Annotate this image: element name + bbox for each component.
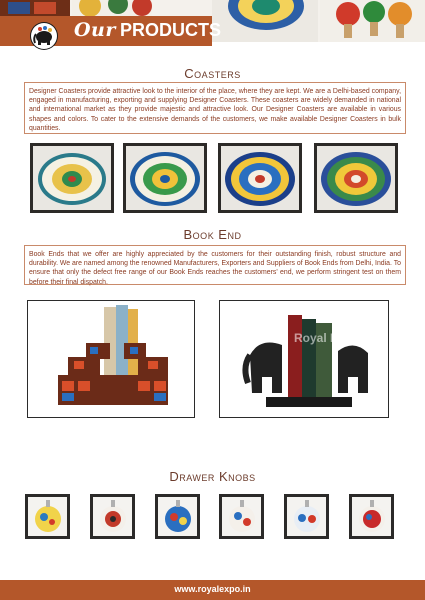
coaster-photo bbox=[123, 143, 207, 213]
knob-photo bbox=[25, 494, 70, 539]
knob-photo bbox=[349, 494, 394, 539]
coasters-heading: Coasters bbox=[184, 66, 241, 81]
book-end-photo-elephant bbox=[219, 300, 389, 418]
book-end-heading: Book End bbox=[183, 227, 242, 242]
knob-photo bbox=[219, 494, 264, 539]
coaster-photo bbox=[30, 143, 114, 213]
knob-photo bbox=[90, 494, 135, 539]
elephant-logo-icon bbox=[30, 22, 58, 50]
banner-photo-stoppers bbox=[320, 0, 425, 42]
footer-website-link[interactable]: www.royalexpo.in bbox=[174, 584, 251, 594]
coaster-photo bbox=[218, 143, 302, 213]
knob-photo bbox=[284, 494, 329, 539]
watermark: Royal Expo bbox=[294, 331, 360, 345]
coaster-photo bbox=[314, 143, 398, 213]
coasters-description: Designer Coasters provide attractive look to the interior of the place, where they are kept. We are a Delhi-based company, engaged in manufacturing, exporting and supplying Designer Coasters. These coasters are widely demanded in national and international market as they provide majestic and attractive look. Our Designer Coasters are available in various shapes and colors. To cater to the extensive demands of the customers, we make available Designer Coasters in bulk quantities. bbox=[24, 82, 406, 134]
book-end-photo-drawers bbox=[27, 300, 195, 418]
book-end-description: Book Ends that we offer are highly appreciated by the customers for their outstanding finish, robust structure and durability. We are named among the renowned Manufacturers, Exporters and Suppliers of Book Ends from Delhi, India. To ensure that only the defect free range of our Book Ends reaches the customers' end, we perform stringent test on them before their final dispatch. bbox=[24, 245, 406, 285]
knob-photo bbox=[155, 494, 200, 539]
banner-title-our: Our bbox=[74, 19, 116, 41]
banner-title-products: PRODUCTS bbox=[120, 20, 222, 40]
drawer-knobs-heading: Drawer Knobs bbox=[169, 469, 256, 484]
banner-photo-coaster bbox=[212, 0, 318, 42]
